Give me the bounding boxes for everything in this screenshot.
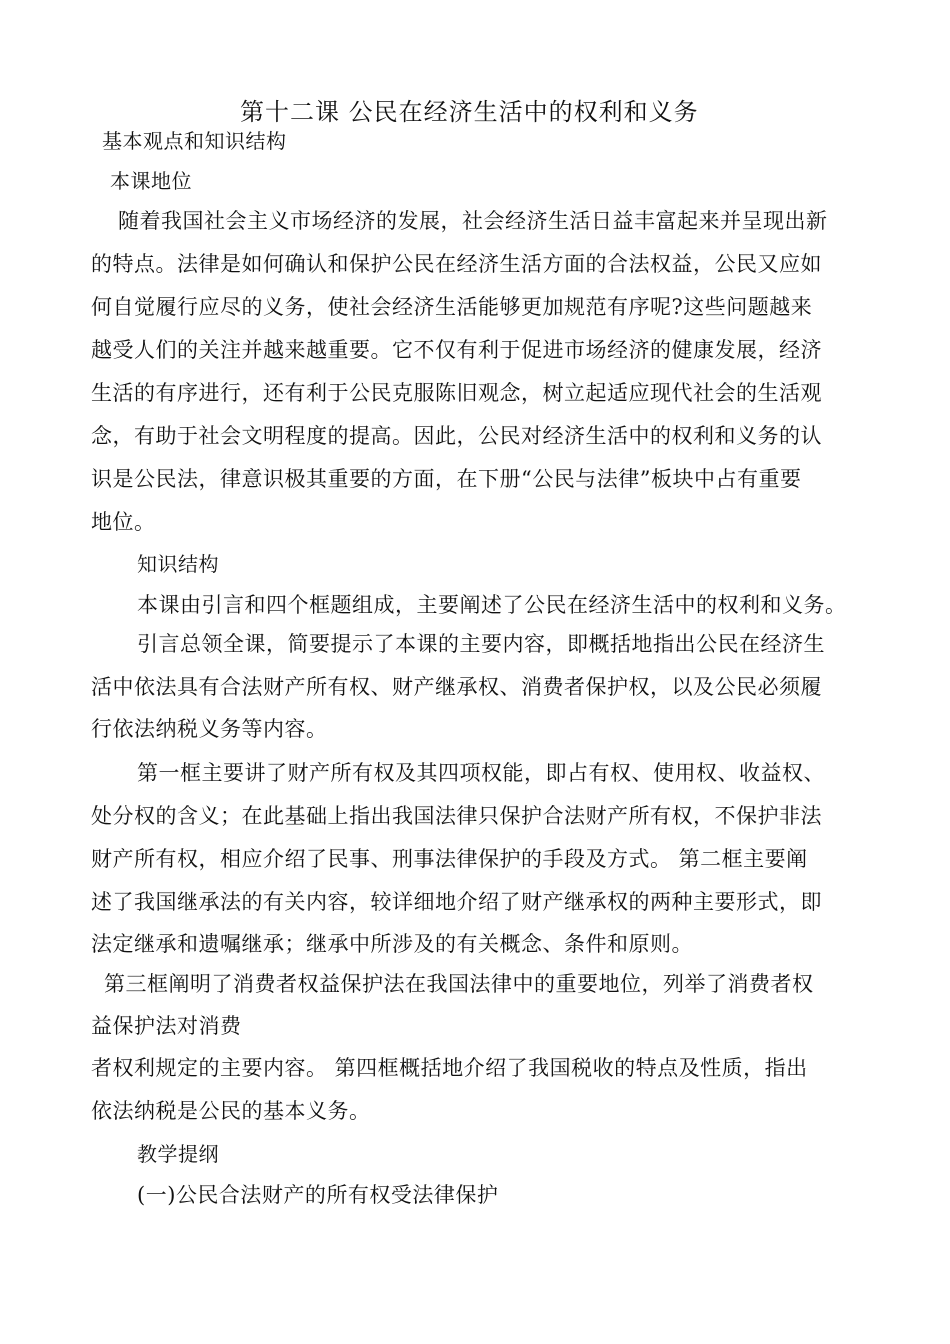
- paragraph-line: 生活的有序进行，还有利于公民克服陈旧观念，树立起适应现代社会的生活观: [91, 381, 822, 405]
- subsection-heading-position: 本课地位: [110, 169, 192, 193]
- paragraph-line: 识是公民法，律意识极其重要的方面，在下册“公民与法律”板块中占有重要: [91, 467, 802, 491]
- paragraph-line: 随着我国社会主义市场经济的发展，社会经济生活日益丰富起来并呈现出新: [118, 209, 828, 233]
- paragraph-line: 第一框主要讲了财产所有权及其四项权能，即占有权、使用权、收益权、: [137, 761, 825, 785]
- paragraph-line: 本课由引言和四个框题组成，主要阐述了公民在经济生活中的权利和义务。: [137, 593, 847, 617]
- paragraph-line: 者权利规定的主要内容。 第四框概括地介绍了我国税收的特点及性质，指出: [91, 1056, 808, 1080]
- paragraph-line: 益保护法对消费: [91, 1014, 242, 1038]
- paragraph-line: 活中依法具有合法财产所有权、财产继承权、消费者保护权，以及公民必须履: [91, 675, 822, 699]
- subsection-heading-structure: 知识结构: [137, 552, 219, 576]
- paragraph-line: 的特点。法律是如何确认和保护公民在经济生活方面的合法权益，公民又应如: [91, 252, 822, 276]
- paragraph-line: 引言总领全课，简要提示了本课的主要内容，即概括地指出公民在经济生: [137, 632, 825, 656]
- paragraph-line: 地位。: [91, 510, 156, 534]
- subsection-heading-outline: 教学提纲: [137, 1142, 219, 1166]
- paragraph-line: 何自觉履行应尽的义务，使社会经济生活能够更加规范有序呢?这些问题越来: [91, 295, 813, 319]
- outline-item: (一)公民合法财产的所有权受法律保护: [137, 1183, 499, 1207]
- paragraph-line: 法定继承和遗嘱继承；继承中所涉及的有关概念、条件和原则。: [91, 932, 693, 956]
- paragraph-line: 财产所有权，相应介绍了民事、刑事法律保护的手段及方式。 第二框主要阐: [91, 847, 808, 871]
- paragraph-line: 依法纳税是公民的基本义务。: [91, 1099, 371, 1123]
- paragraph-line: 念，有助于社会文明程度的提高。因此，公民对经济生活中的权利和义务的认: [91, 424, 822, 448]
- paragraph-line: 处分权的含义；在此基础上指出我国法律只保护合法财产所有权，不保护非法: [91, 804, 822, 828]
- paragraph-line: 第三框阐明了消费者权益保护法在我国法律中的重要地位，列举了消费者权: [104, 972, 814, 996]
- paragraph-line: 越受人们的关注并越来越重要。它不仅有利于促进市场经济的健康发展，经济: [91, 338, 822, 362]
- paragraph-line: 行依法纳税义务等内容。: [91, 717, 328, 741]
- lesson-title: 第十二课 公民在经济生活中的权利和义务: [240, 98, 699, 126]
- paragraph-line: 述了我国继承法的有关内容，较详细地介绍了财产继承权的两种主要形式，即: [91, 890, 822, 914]
- section-heading: 基本观点和知识结构: [102, 129, 287, 153]
